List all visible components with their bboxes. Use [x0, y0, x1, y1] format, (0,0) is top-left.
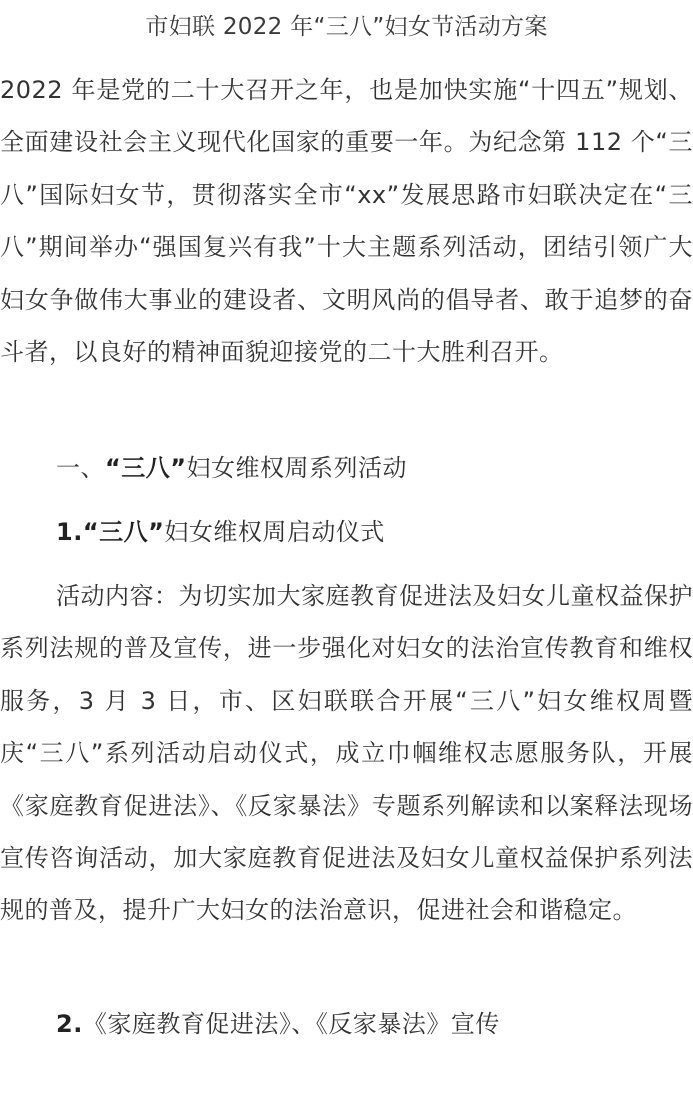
item-heading-1-text: 妇女维权周启动仪式 — [164, 518, 385, 546]
item-heading-2-number: 2. — [56, 1010, 83, 1038]
item-1-body-paragraph — [0, 570, 693, 937]
section-heading-1-bold: “三八” — [105, 454, 187, 482]
item-heading-1-bold: “三八” — [82, 518, 165, 546]
item-heading-1 — [56, 512, 385, 552]
item-heading-2 — [56, 1004, 500, 1044]
item-1-body-lead: 活动内容： — [56, 582, 179, 610]
section-heading-1 — [56, 448, 407, 488]
item-1-body-text: 为切实加大家庭教育促进法及妇女儿童权益保护系列法规的普及宣传，进一步强化对妇女的法治宣传教育和维权服务，3 月 3 日，市、区妇联联合开展“三八”妇女维权周暨庆“三八”系列活动启动仪式，成立巾帼维权志愿服务队，开展《家庭教育促进法》、《反家暴法》专题系列解读和以案释法现场宣传咨询活动，加大家庭教育促进法及妇女儿童权益保护系列法规的普及，提升广大妇女的法治意识，促进社会和谐稳定。 — [0, 582, 693, 925]
section-heading-1-text: 妇女维权周系列活动 — [186, 454, 408, 482]
item-heading-1-number: 1. — [56, 518, 83, 546]
document-title: 市妇联 2022 年“三八”妇女节活动方案 — [145, 14, 548, 40]
section-heading-1-prefix: 一、 — [56, 454, 105, 482]
intro-paragraph: 2022 年是党的二十大召开之年，也是加快实施“十四五”规划、全面建设社会主义现代化国家的重要一年。为纪念第 112 个“三八”国际妇女节，贯彻落实全市“xx”发展思路市妇联决定在“三八”期间举办“强国复兴有我”十大主题系列活动，团结引领广大妇女争做伟大事业的建设者、文明风尚的倡导者、敢于追梦的奋斗者，以良好的精神面貌迎接党的二十大胜利召开。 — [0, 76, 693, 367]
item-heading-2-text: 《家庭教育促进法》、《反家暴法》宣传 — [82, 1010, 500, 1038]
